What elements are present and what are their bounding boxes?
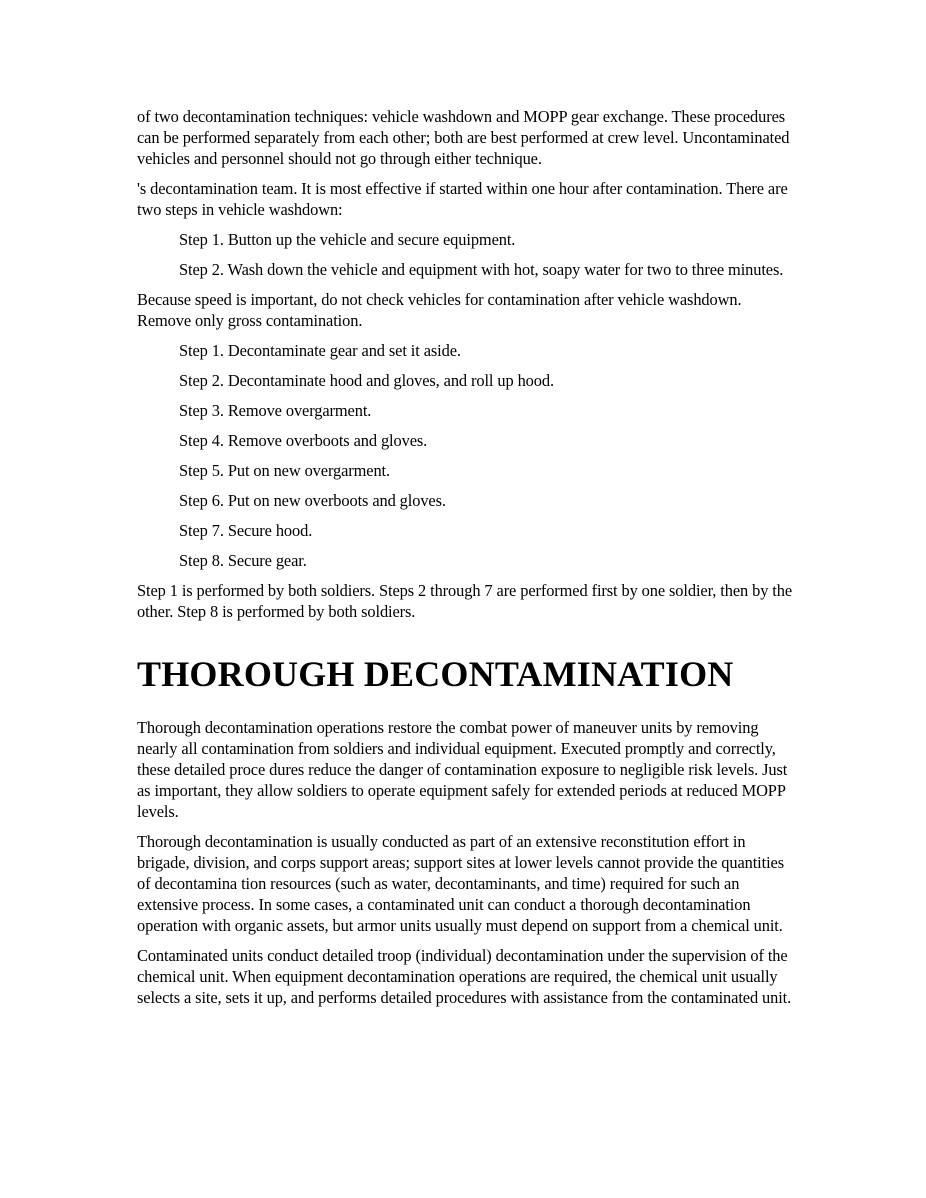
mopp-step-3: Step 3. Remove overgarment.: [179, 401, 372, 420]
paragraph-thorough-3: Contaminated units conduct detailed troop (individual) decontamination under the supervision of the chemical unit. When equipment decontamination operations are required, the chemical unit usually selects a site, sets it up, and performs detailed procedures with assistance from the contaminated unit.: [137, 946, 792, 1007]
paragraph-speed: Because speed is important, do not check vehicles for contamination after vehicle washdown. Remove only gross contamination.: [137, 290, 742, 330]
paragraph-thorough-1: Thorough decontamination operations restore the combat power of maneuver units by removing nearly all contamination from soldiers and individual equipment. Executed promptly and correctly, these detailed proce dures reduce the danger of contamination exposure to negligible risk levels. Just as important, they allow soldiers to operate equipment safely for extended periods at reduced MOPP levels.: [137, 718, 788, 821]
paragraph-soldiers: Step 1 is performed by both soldiers. Steps 2 through 7 are performed first by one soldier, then by the other. Step 8 is performed by both soldiers.: [137, 581, 793, 621]
washdown-step-2: Step 2. Wash down the vehicle and equipment with hot, soapy water for two to three minutes.: [179, 260, 784, 279]
mopp-step-7: Step 7. Secure hood.: [179, 521, 313, 540]
mopp-step-6: Step 6. Put on new overboots and gloves.: [179, 491, 446, 510]
paragraph-thorough-2: Thorough decontamination is usually conducted as part of an extensive reconstitution effort in brigade, division, and corps support areas; support sites at lower levels cannot provide the quantities of decontamina tion resources (such as water, decontaminants, and time) required for such an extensive process. In some cases, a contaminated unit can conduct a thorough decontamination operation with organic assets, but armor units usually must depend on support from a chemical unit.: [137, 832, 784, 935]
paragraph-techniques: of two decontamination techniques: vehicle washdown and MOPP gear exchange. These procedures can be performed separately from each other; both are best performed at crew level. Uncontaminated vehicles and personnel should not go through either technique.: [137, 107, 790, 168]
paragraph-washdown-intro: 's decontamination team. It is most effective if started within one hour after contamination. There are two steps in vehicle washdown:: [137, 179, 788, 219]
washdown-step-1: Step 1. Button up the vehicle and secure equipment.: [179, 230, 516, 249]
mopp-step-2: Step 2. Decontaminate hood and gloves, and roll up hood.: [179, 371, 554, 390]
mopp-step-5: Step 5. Put on new overgarment.: [179, 461, 391, 480]
mopp-step-1: Step 1. Decontaminate gear and set it aside.: [179, 341, 461, 360]
page-content: [137, 106, 797, 1017]
mopp-step-8: Step 8. Secure gear.: [179, 551, 307, 570]
mopp-step-4: Step 4. Remove overboots and gloves.: [179, 431, 428, 450]
section-heading: THOROUGH DECONTAMINATION: [137, 654, 734, 694]
